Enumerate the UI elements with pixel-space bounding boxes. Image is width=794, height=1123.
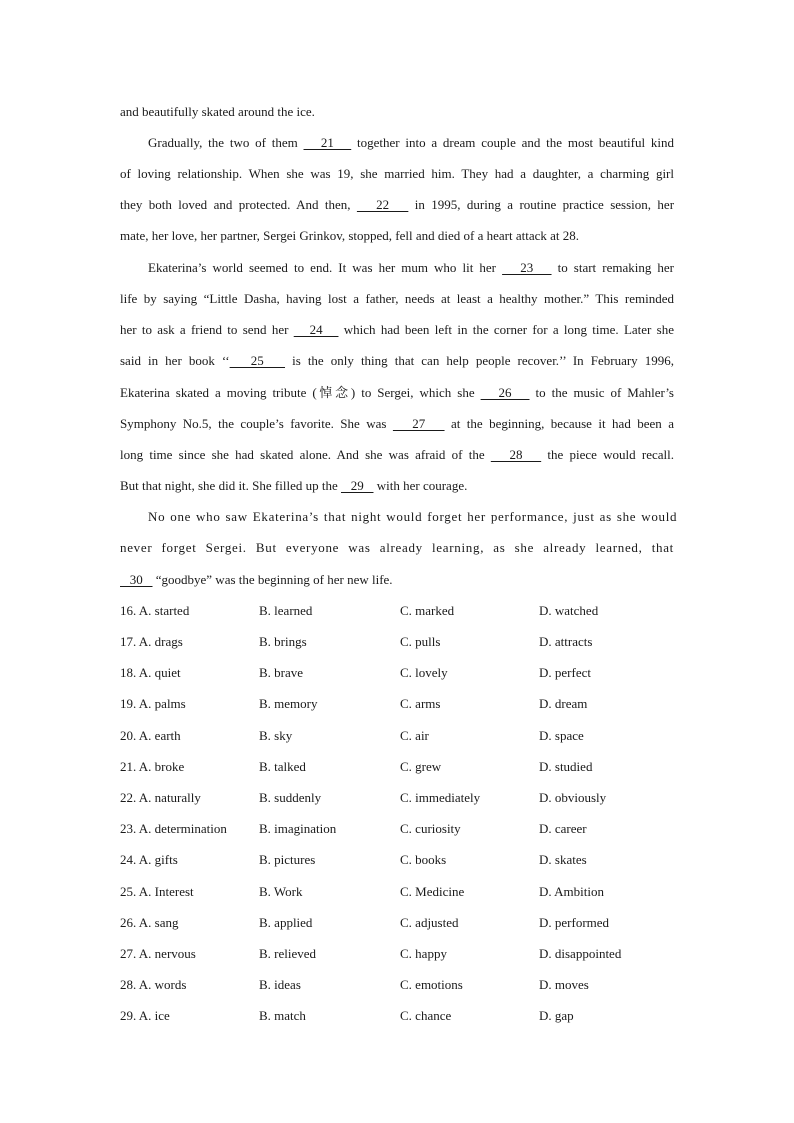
option-a: 21. A. broke [120, 759, 185, 774]
option-a: 17. A. drags [120, 634, 183, 649]
passage-line [148, 507, 678, 527]
passage-line [120, 445, 674, 465]
option-d: D. space [539, 728, 584, 743]
option-a: 22. A. naturally [120, 790, 201, 805]
option-a: 16. A. started [120, 603, 190, 618]
option-d: D. watched [539, 603, 599, 618]
passage-text: with her courage. [373, 478, 468, 493]
question-17 [0, 632, 794, 652]
passage-text: of loving relationship. When she was 19, she married him. They had a daughter, a charming girl [120, 166, 674, 181]
option-c: C. lovely [400, 665, 448, 680]
option-a: 27. A. nervous [120, 946, 196, 961]
passage-text: at the beginning, because it had been a [444, 416, 675, 431]
option-c: C. happy [400, 946, 447, 961]
answer-blank-21: 21 [303, 135, 352, 150]
question-19 [0, 694, 794, 714]
passage-text: Ekaterina’s world seemed to end. It was her mum who lit her [148, 260, 503, 275]
passage-text: said in her book ‘‘ [120, 353, 230, 368]
passage-text: they both loved and protected. And then, [120, 197, 357, 212]
answer-blank-22: 22 [356, 197, 409, 212]
passage-text: Ekaterina skated a moving tribute (悼念) to Sergei, which she [120, 385, 481, 400]
option-c: C. pulls [400, 634, 441, 649]
option-b: B. learned [259, 603, 313, 618]
option-b: B. relieved [259, 946, 317, 961]
answer-blank-27: 27 [392, 416, 445, 431]
passage-text: Symphony No.5, the couple’s favorite. She was [120, 416, 393, 431]
question-21 [0, 757, 794, 777]
option-b: B. Work [259, 884, 303, 899]
passage-text: is the only thing that can help people recover.’’ In February 1996, [285, 353, 674, 368]
option-c: C. curiosity [400, 821, 461, 836]
passage-line [120, 414, 674, 434]
option-a: 29. A. ice [120, 1008, 170, 1023]
option-c: C. air [400, 728, 429, 743]
question-25 [0, 882, 794, 902]
option-a: 26. A. sang [120, 915, 179, 930]
passage-text: and beautifully skated around the ice. [120, 104, 315, 119]
answer-blank-23: 23 [502, 260, 552, 275]
option-d: D. Ambition [539, 884, 605, 899]
passage-text: mate, her love, her partner, Sergei Grinkov, stopped, fell and died of a heart attack at 28. [120, 228, 580, 243]
option-d: D. attracts [539, 634, 593, 649]
option-c: C. immediately [400, 790, 481, 805]
question-18 [0, 663, 794, 683]
option-b: B. brave [259, 665, 304, 680]
passage-text: to start remaking her [551, 260, 675, 275]
answer-blank-26: 26 [480, 385, 530, 400]
option-c: C. marked [400, 603, 455, 618]
option-d: D. disappointed [539, 946, 622, 961]
question-29 [0, 1006, 794, 1026]
passage-line [148, 133, 674, 153]
passage-line [120, 476, 674, 496]
passage-line [120, 538, 674, 558]
option-d: D. moves [539, 977, 589, 992]
passage-text: in 1995, during a routine practice session, her [408, 197, 675, 212]
option-b: B. sky [259, 728, 293, 743]
passage-line [148, 258, 674, 278]
passage-line [120, 570, 674, 590]
passage-line [120, 164, 674, 184]
passage-line [120, 102, 674, 122]
option-d: D. studied [539, 759, 593, 774]
passage-text: to the music of Mahler’s [529, 385, 674, 400]
question-26 [0, 913, 794, 933]
passage-text: together into a dream couple and the most beautiful kind [351, 135, 675, 150]
option-b: B. ideas [259, 977, 301, 992]
answer-blank-30: 30 [120, 572, 153, 587]
option-c: C. grew [400, 759, 442, 774]
passage-text: never forget Sergei. But everyone was already learning, as she already learned, that [120, 540, 674, 555]
answer-blank-25: 25 [229, 353, 286, 368]
question-28 [0, 975, 794, 995]
question-22 [0, 788, 794, 808]
passage-text: which had been left in the corner for a long time. Later she [338, 322, 674, 337]
option-a: 18. A. quiet [120, 665, 181, 680]
option-a: 25. A. Interest [120, 884, 194, 899]
option-a: 19. A. palms [120, 696, 186, 711]
option-c: C. Medicine [400, 884, 465, 899]
passage-line [120, 226, 674, 246]
question-20 [0, 726, 794, 746]
answer-blank-28: 28 [490, 447, 542, 462]
option-d: D. skates [539, 852, 587, 867]
passage-line [120, 195, 674, 215]
passage-text: the piece would recall. [541, 447, 674, 462]
answer-blank-29: 29 [340, 478, 374, 493]
option-c: C. chance [400, 1008, 452, 1023]
passage-text: life by saying “Little Dasha, having lost a father, needs at least a healthy mother.” This reminded [120, 291, 674, 306]
passage-text: long time since she had skated alone. And she was afraid of the [120, 447, 491, 462]
option-d: D. perfect [539, 665, 591, 680]
option-b: B. memory [259, 696, 318, 711]
question-16 [0, 601, 794, 621]
question-27 [0, 944, 794, 964]
option-c: C. adjusted [400, 915, 459, 930]
option-c: C. emotions [400, 977, 463, 992]
option-a: 20. A. earth [120, 728, 181, 743]
option-a: 28. A. words [120, 977, 187, 992]
option-b: B. applied [259, 915, 313, 930]
passage-text: No one who saw Ekaterina’s that night would forget her performance, just as she would [148, 509, 678, 524]
passage-line [120, 320, 674, 340]
passage-line [120, 289, 674, 309]
option-b: B. suddenly [259, 790, 322, 805]
passage-text: her to ask a friend to send her [120, 322, 294, 337]
option-c: C. books [400, 852, 447, 867]
option-b: B. talked [259, 759, 306, 774]
option-b: B. match [259, 1008, 306, 1023]
option-a: 24. A. gifts [120, 852, 178, 867]
option-b: B. imagination [259, 821, 337, 836]
passage-text: But that night, she did it. She filled up the [120, 478, 341, 493]
option-c: C. arms [400, 696, 441, 711]
option-d: D. dream [539, 696, 588, 711]
option-a: 23. A. determination [120, 821, 227, 836]
question-23 [0, 819, 794, 839]
passage-line [120, 383, 674, 403]
option-d: D. gap [539, 1008, 574, 1023]
passage-text: “goodbye” was the beginning of her new life. [152, 572, 393, 587]
question-24 [0, 850, 794, 870]
passage-text: Gradually, the two of them [148, 135, 304, 150]
answer-blank-24: 24 [293, 322, 339, 337]
passage-line [120, 351, 674, 371]
option-b: B. pictures [259, 852, 316, 867]
option-d: D. performed [539, 915, 610, 930]
option-b: B. brings [259, 634, 307, 649]
option-d: D. obviously [539, 790, 607, 805]
option-d: D. career [539, 821, 587, 836]
